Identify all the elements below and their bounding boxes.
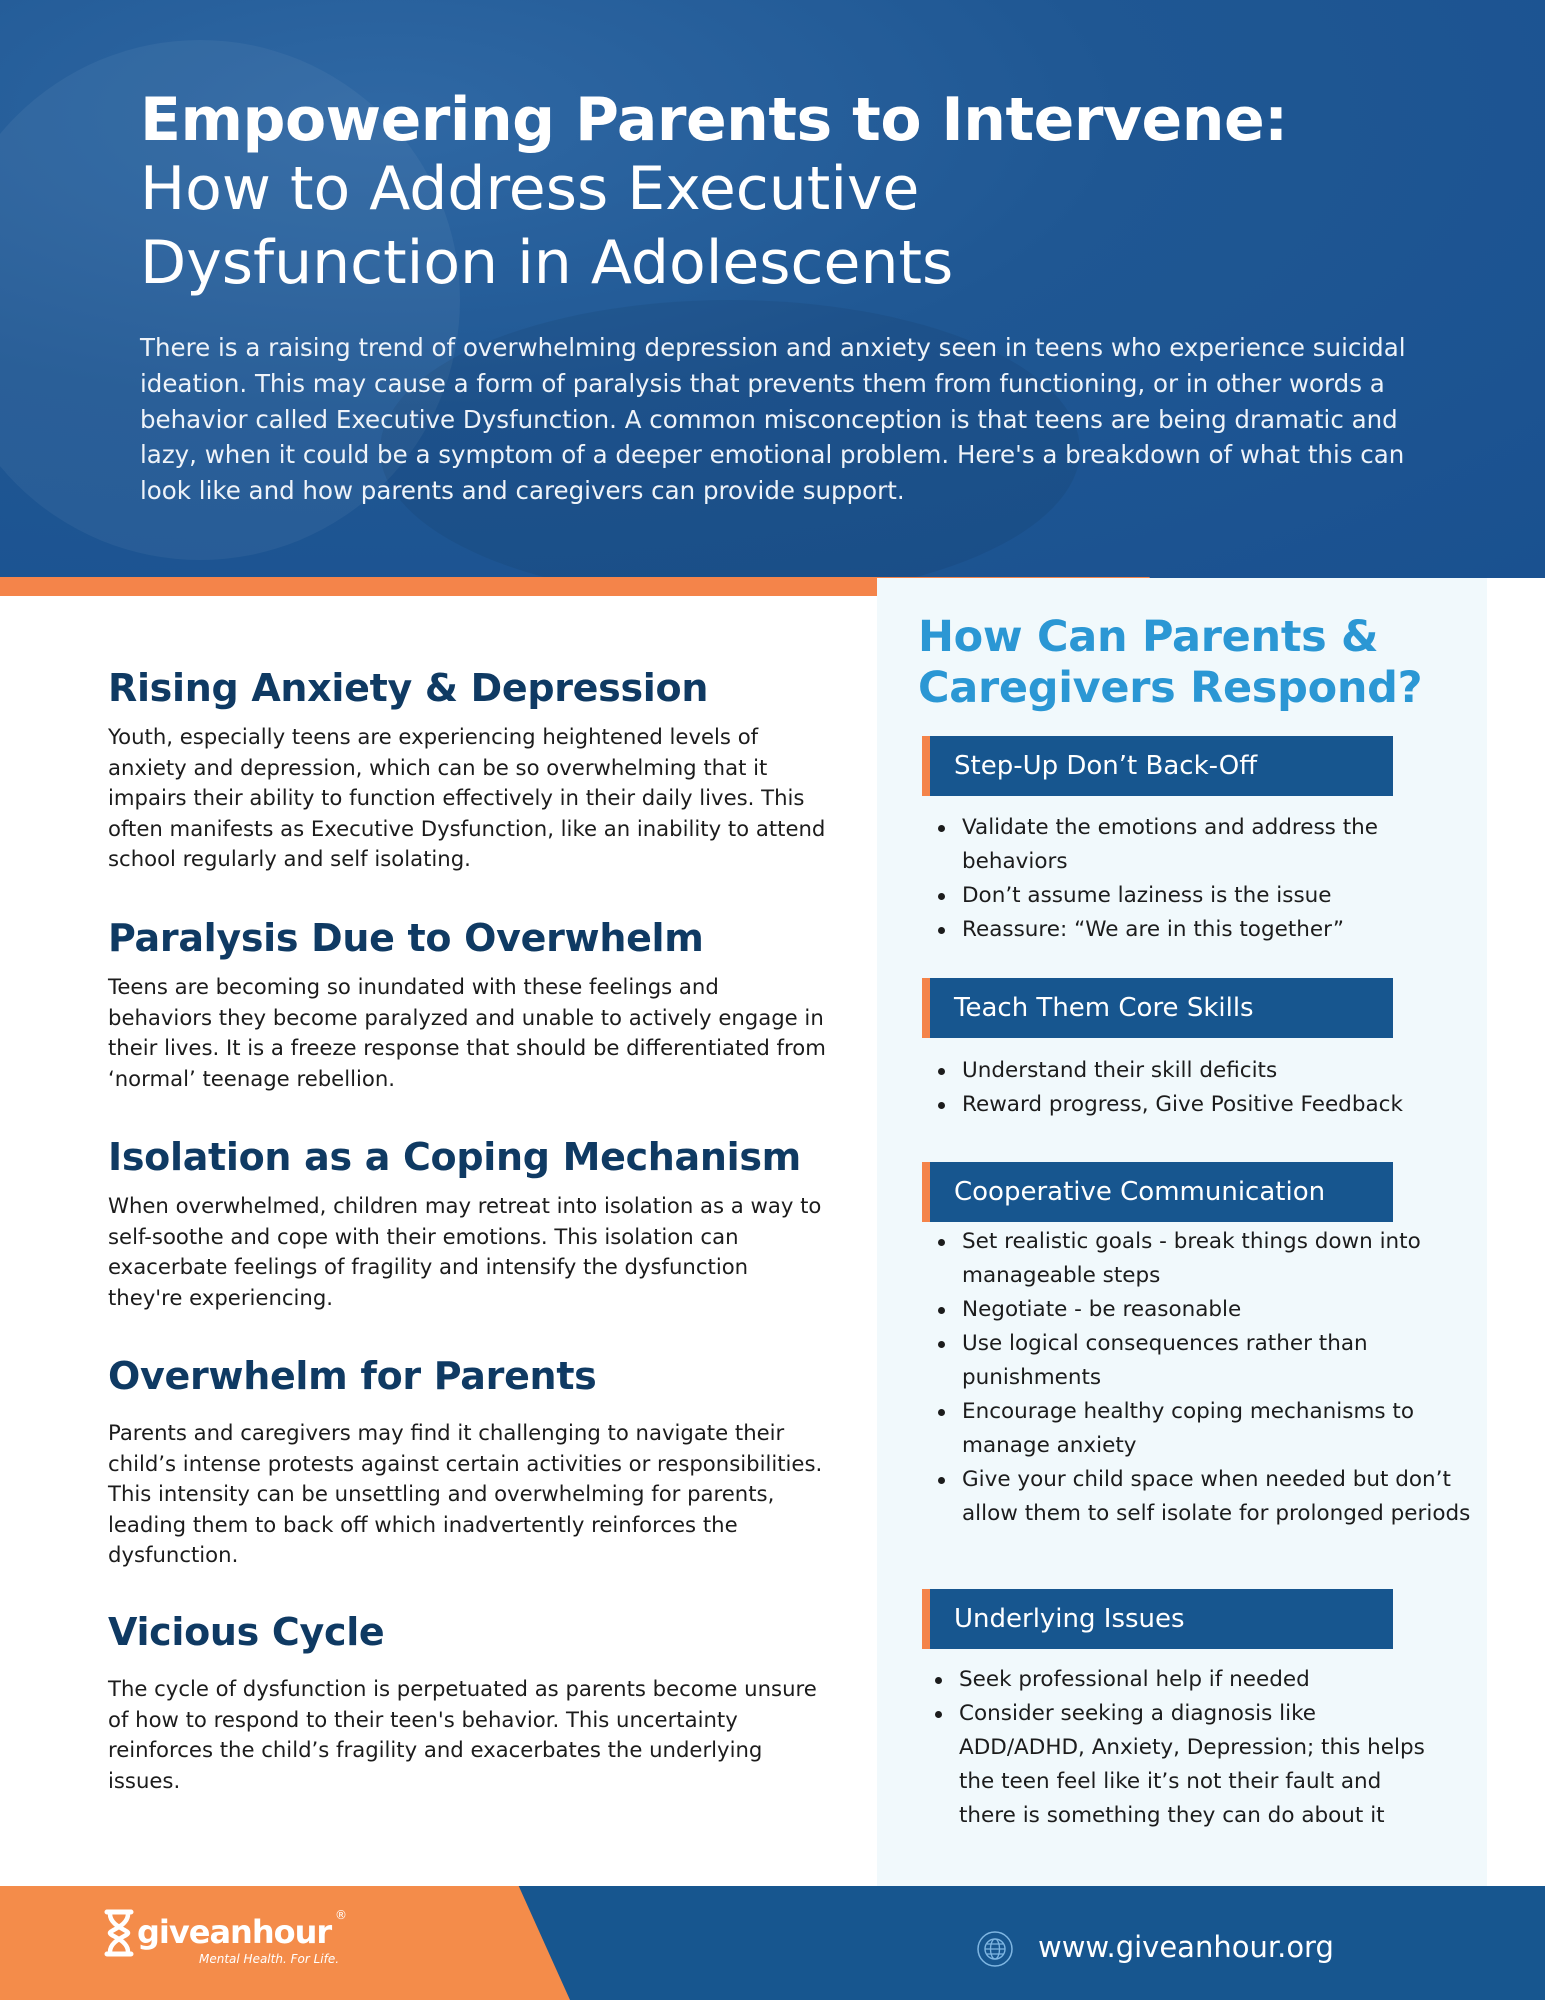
website-link[interactable]: www.giveanhour.org bbox=[1038, 1930, 1334, 1964]
list-cooperative-communication bbox=[962, 1225, 1482, 1531]
giveanhour-logo[interactable] bbox=[103, 1908, 403, 1978]
hourglass-logo-icon bbox=[103, 1908, 135, 1958]
section-body: Youth, especially teens are experiencing heightened levels of anxiety and depression, which can be so overwhelming that it impairs their ability to function effectively in their daily lives. This often manifests as Executive Dysfunction, like an inability to attend school regularly and self isolating. bbox=[108, 724, 826, 871]
section-heading: Isolation as a Coping Mechanism bbox=[108, 1135, 801, 1179]
label-core-skills: Teach Them Core Skills bbox=[922, 978, 1393, 1038]
header-banner bbox=[0, 0, 1545, 578]
section-isolation bbox=[108, 1133, 828, 1313]
label-underlying-issues: Underlying Issues bbox=[922, 1589, 1393, 1649]
list-item: Seek professional help if needed bbox=[959, 1663, 1429, 1697]
section-paralysis bbox=[108, 914, 828, 1094]
list-item: Use logical consequences rather than punishments bbox=[962, 1327, 1482, 1395]
list-underlying-issues bbox=[959, 1663, 1429, 1833]
respond-heading: How Can Parents & Caregivers Respond? bbox=[918, 612, 1423, 713]
list-item: Encourage healthy coping mechanisms to manage anxiety bbox=[962, 1395, 1482, 1463]
section-body: When overwhelmed, children may retreat into isolation as a way to self-soothe and cope with their emotions. This isolation can exacerbate feelings of fragility and intensify the dysfunction they're experiencing. bbox=[108, 1193, 822, 1310]
section-heading: Vicious Cycle bbox=[108, 1610, 385, 1654]
list-item: Set realistic goals - break things down into manageable steps bbox=[962, 1225, 1482, 1293]
globe-icon bbox=[976, 1930, 1014, 1968]
footer bbox=[0, 1886, 1545, 2000]
section-heading: Paralysis Due to Overwhelm bbox=[108, 916, 704, 960]
section-overwhelm-parents bbox=[108, 1352, 828, 1571]
section-heading: Overwhelm for Parents bbox=[108, 1354, 597, 1398]
section-heading: Rising Anxiety & Depression bbox=[108, 666, 709, 710]
logo-tagline: Mental Health. For Life. bbox=[199, 1952, 340, 1966]
list-item: Reassure: “We are in this together” bbox=[962, 913, 1482, 947]
section-vicious-cycle bbox=[108, 1608, 828, 1796]
section-body: The cycle of dysfunction is perpetuated as parents become unsure of how to respond to their teen's behavior. This uncertainty reinforces the child’s fragility and exacerbates the underlying issues. bbox=[108, 1676, 817, 1793]
registered-mark: ® bbox=[335, 1908, 347, 1922]
label-cooperative-communication: Cooperative Communication bbox=[922, 1162, 1393, 1222]
label-step-up: Step-Up Don’t Back-Off bbox=[922, 736, 1393, 796]
list-item: Understand their skill deficits bbox=[962, 1054, 1482, 1088]
list-item: Give your child space when needed but don’t allow them to self isolate for prolonged periods bbox=[962, 1463, 1482, 1531]
logo-wordmark: giveanhour bbox=[137, 1913, 332, 1951]
page-subtitle: How to Address Executive Dysfunction in Adolescents bbox=[140, 154, 954, 298]
list-item: Consider seeking a diagnosis like ADD/ADHD, Anxiety, Depression; this helps the teen feel like it’s not their fault and there is something they can do about it bbox=[959, 1697, 1429, 1833]
list-item: Reward progress, Give Positive Feedback bbox=[962, 1088, 1482, 1122]
section-body: Teens are becoming so inundated with these feelings and behaviors they become paralyzed and unable to actively engage in their lives. It is a freeze response that should be differentiated from ‘normal’ teenage rebellion. bbox=[108, 974, 826, 1091]
section-rising-anxiety bbox=[108, 664, 828, 875]
list-item: Negotiate - be reasonable bbox=[962, 1293, 1482, 1327]
page-title: Empowering Parents to Intervene: bbox=[140, 85, 1288, 155]
list-item: Validate the emotions and address the behaviors bbox=[962, 811, 1482, 879]
section-body: Parents and caregivers may find it challenging to navigate their child’s intense protests against certain activities or responsibilities. This intensity can be unsettling and overwhelming for parents, leading them to back off which inadvertently reinforces the dysfunction. bbox=[108, 1420, 823, 1567]
list-core-skills bbox=[962, 1054, 1482, 1122]
list-step-up bbox=[962, 811, 1482, 947]
intro-paragraph: There is a raising trend of overwhelming depression and anxiety seen in teens who experience suicidal ideation. This may cause a form of paralysis that prevents them from functioning, or in other words a behavior called Executive Dysfunction. A common misconception is that teens are being dramatic and lazy, when it could be a symptom of a deeper emotional problem. Here's a breakdown of what this can look like and how parents and caregivers can provide support. bbox=[140, 333, 1406, 506]
list-item: Don’t assume laziness is the issue bbox=[962, 879, 1482, 913]
